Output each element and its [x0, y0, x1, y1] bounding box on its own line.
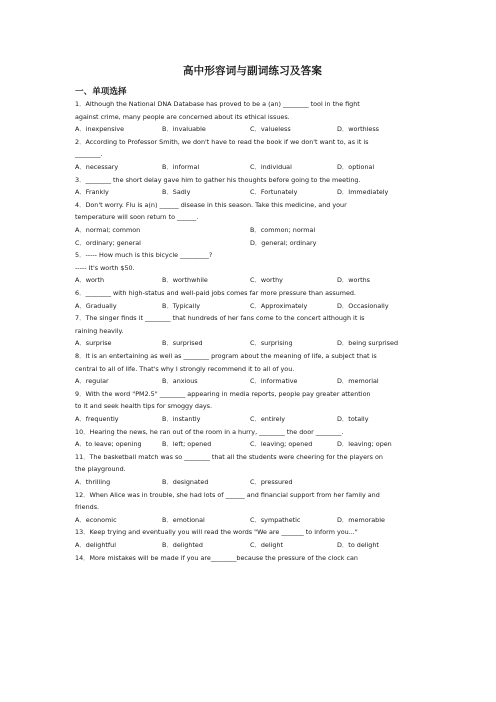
option-a: A．normal; common — [75, 226, 141, 234]
question-12-line-2: friends. — [75, 503, 100, 512]
option-c: C．valueless — [250, 125, 291, 134]
option-b: B．delighted — [162, 541, 203, 549]
question-4-options — [75, 238, 430, 249]
section-heading: 一、单项选择 — [75, 87, 127, 97]
question-14-line-1: 14．More mistakes will be made if you are________because the pressure of the clock can — [75, 553, 358, 562]
option-a: A．regular — [75, 377, 109, 386]
question-11-line-2: the playground. — [75, 465, 126, 474]
option-d: D．optional — [337, 163, 375, 171]
question-5-line-1: 5．----- How much is this bicycle _________? — [75, 251, 213, 260]
option-a: A．worth — [75, 276, 105, 285]
option-d: D．Occasionally — [337, 301, 389, 310]
option-c: C．sympathetic — [250, 515, 301, 524]
option-d: D．worthless — [337, 125, 379, 134]
question-5-line-2: ----- It's worth $50. — [75, 263, 135, 272]
question-2-options — [75, 162, 430, 173]
question-11-line-1: 11．The basketball match was so ________ that all the students were cheering for the players on — [75, 452, 383, 461]
question-1-options — [75, 124, 430, 135]
option-b: B．invaluable — [162, 125, 206, 134]
option-a: A．Frankly — [75, 188, 109, 197]
question-10-options — [75, 439, 430, 450]
option-a: A．necessary — [75, 163, 119, 171]
question-6-line-1: 6．________ with high-status and well-paid jobs comes far more pressure than assumed. — [75, 289, 356, 297]
option-b: B．left; opened — [162, 440, 212, 449]
question-12-options — [75, 515, 430, 526]
option-b: B．Typically — [162, 301, 201, 310]
option-a: A．economic — [75, 515, 117, 524]
option-d: D．general; ordinary — [250, 238, 317, 247]
question-9-line-1: 9．With the word "PM2.5" ________ appearing in media reports, people pay greater attention — [75, 389, 371, 398]
question-4-line-2: temperature will soon return to ______. — [75, 213, 199, 222]
option-c: C．leaving; opened — [250, 440, 313, 449]
question-3-options — [75, 187, 430, 198]
question-11-options — [75, 477, 430, 488]
option-c: C．delight — [250, 541, 284, 549]
option-b: B．worthwhile — [162, 276, 208, 285]
option-d: D．memorable — [337, 515, 385, 524]
question-10-line-1: 10．Hearing the news, he ran out of the room in a hurry, ________ the door ________. — [75, 427, 344, 436]
option-c: C．individual — [250, 163, 292, 171]
option-a: A．inexpensive — [75, 125, 125, 134]
option-c: C．pressured — [250, 478, 293, 486]
option-d: D．memorial — [337, 377, 379, 386]
question-3-line-1: 3．________ the short delay gave him to gather his thoughts before going to the meeting. — [75, 175, 361, 184]
option-d: D．being surprised — [337, 339, 398, 348]
question-1-line-2: against crime, many people are concerned about its ethical issues. — [75, 112, 290, 121]
option-c: C．ordinary; general — [75, 238, 141, 247]
option-c: C．informative — [250, 377, 298, 386]
option-a: A．delightful — [75, 541, 116, 549]
question-1-line-1: 1．Although the National DNA Database has proved to be a (an) ________ tool in the fight — [75, 100, 360, 108]
question-2-line-2: ________. — [75, 150, 103, 159]
question-6-options — [75, 301, 430, 312]
option-b: B．designated — [162, 478, 209, 486]
question-8-line-2: central to all of life. That's why I strongly recommend it to all of you. — [75, 364, 295, 373]
question-5-options — [75, 275, 430, 286]
option-a: A．surprise — [75, 339, 112, 348]
option-b: B．surprised — [162, 339, 203, 348]
option-d: D．leaving; open — [337, 440, 392, 449]
question-2-line-1: 2．According to Professor Smith, we don't have to read the book if we don't want to, as it is — [75, 137, 369, 146]
question-7-line-1: 7．The singer finds it ________ that hundreds of her fans come to the concert although it is — [75, 314, 365, 323]
question-8-options — [75, 376, 430, 387]
question-4-options — [75, 225, 430, 236]
option-c: C．Fortunately — [250, 188, 298, 197]
option-c: C．entirely — [250, 415, 286, 423]
option-d: D．totally — [337, 415, 369, 423]
option-b: B．common; normal — [250, 226, 316, 234]
option-b: B．Sadly — [162, 188, 191, 197]
option-c: C．worthy — [250, 276, 283, 285]
question-8-line-1: 8．It is an entertaining as well as ________ program about the meaning of life, a subject that is — [75, 352, 377, 360]
option-c: C．surprising — [250, 339, 293, 348]
question-9-line-2: to it and seek health tips for smoggy days. — [75, 402, 213, 411]
question-4-line-1: 4．Don't worry. Flu is a(n) ______ disease in this season. Take this medicine, and your — [75, 200, 347, 209]
option-b: B．anxious — [162, 377, 198, 386]
option-a: A．thrilling — [75, 478, 111, 486]
option-d: D．Immediately — [337, 188, 389, 197]
question-7-line-2: raining heavily. — [75, 326, 124, 335]
option-b: B．emotional — [162, 515, 205, 524]
option-c: C．Approximately — [250, 301, 308, 310]
option-b: B．instantly — [162, 415, 201, 423]
option-a: A．Gradually — [75, 301, 117, 310]
option-b: B．informal — [162, 163, 200, 171]
question-9-options — [75, 414, 430, 425]
question-13-line-1: 13．Keep trying and eventually you will read the words "We are _______ to inform you..." — [75, 528, 358, 537]
option-d: D．to delight — [337, 541, 379, 549]
question-12-line-1: 12．When Alice was in trouble, she had lots of ______ and financial support from her family and — [75, 490, 380, 499]
question-7-options — [75, 338, 430, 349]
question-13-options — [75, 540, 430, 551]
option-d: D．worths — [337, 276, 370, 285]
document-title: 高中形容词与副词练习及答案 — [182, 65, 323, 77]
option-a: A．to leave; opening — [75, 440, 142, 449]
option-a: A．frequently — [75, 415, 119, 423]
